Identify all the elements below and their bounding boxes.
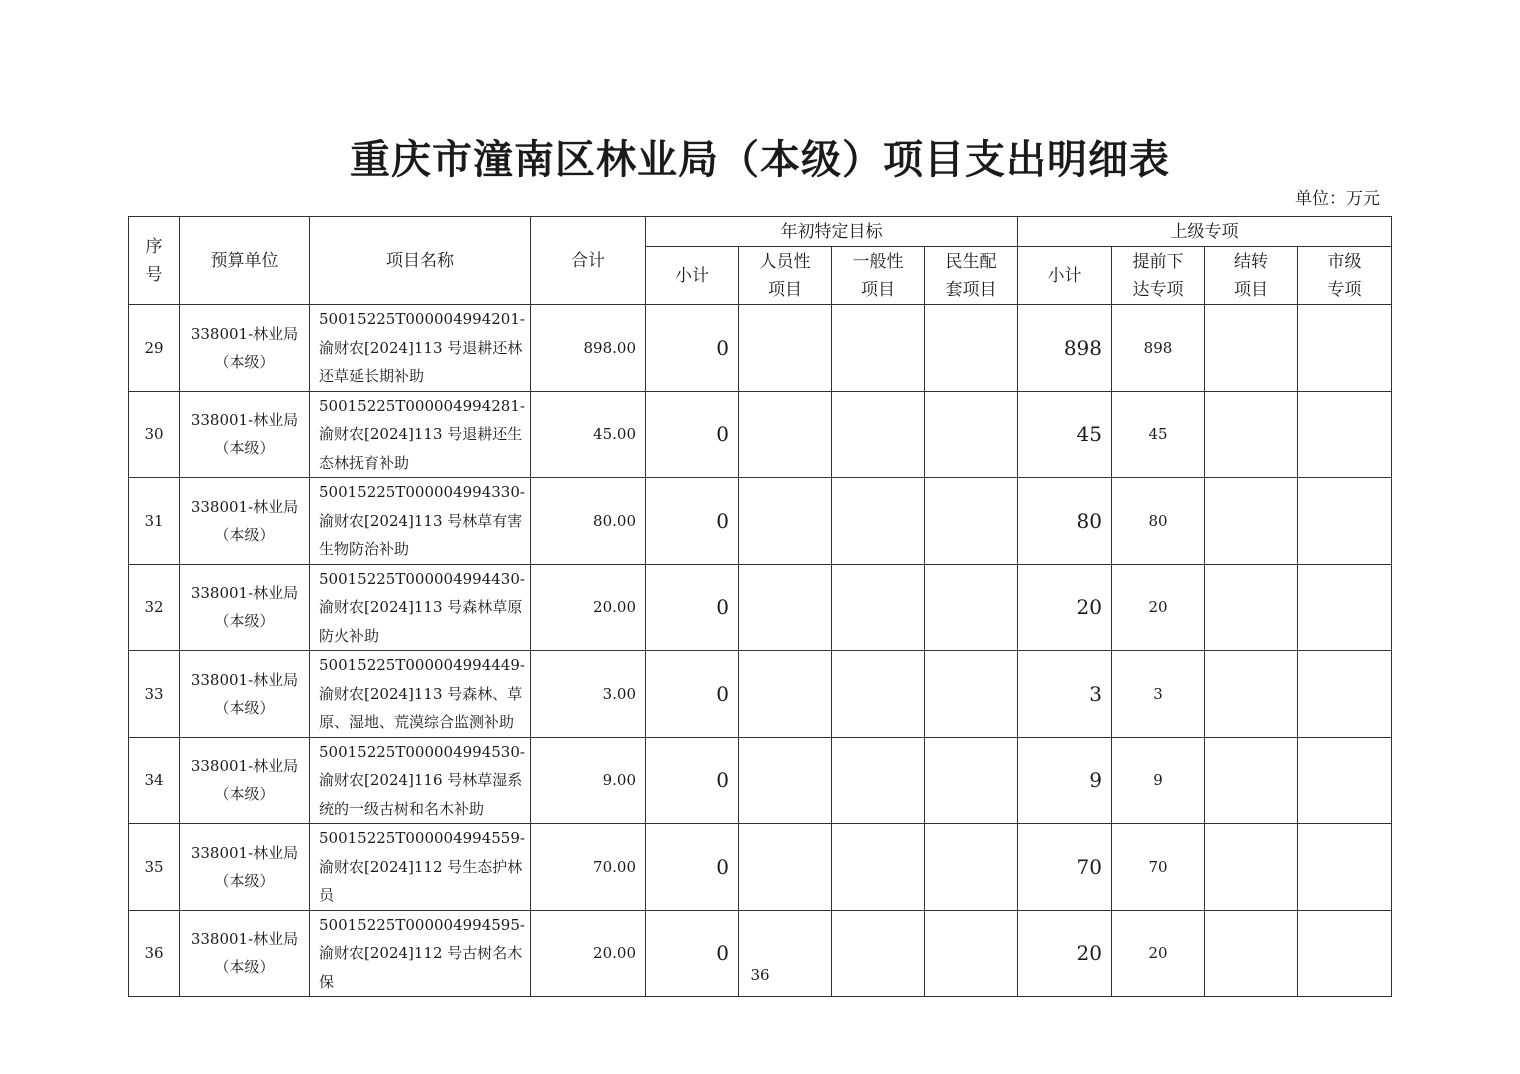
cell-total: 898.00 — [531, 305, 646, 392]
header-annual-subtotal: 小计 — [646, 247, 739, 305]
cell-personnel — [739, 478, 832, 565]
cell-advance: 80 — [1112, 478, 1205, 565]
cell-seq: 32 — [129, 564, 180, 651]
cell-carryover — [1205, 651, 1298, 738]
cell-project-name: 50015225T000004994330-渝财农[2024]113 号林草有害生物防治补助 — [310, 478, 531, 565]
cell-advance: 898 — [1112, 305, 1205, 392]
cell-advance: 45 — [1112, 391, 1205, 478]
cell-general — [832, 305, 925, 392]
cell-budget-unit: 338001-林业局（本级） — [180, 910, 310, 997]
cell-annual-subtotal: 0 — [646, 391, 739, 478]
cell-total: 20.00 — [531, 910, 646, 997]
cell-advance: 9 — [1112, 737, 1205, 824]
cell-budget-unit: 338001-林业局（本级） — [180, 651, 310, 738]
cell-personnel — [739, 651, 832, 738]
cell-general — [832, 737, 925, 824]
cell-project-name: 50015225T000004994430-渝财农[2024]113 号森林草原防火补助 — [310, 564, 531, 651]
cell-superior-subtotal: 9 — [1018, 737, 1112, 824]
cell-city — [1298, 824, 1392, 911]
cell-superior-subtotal: 3 — [1018, 651, 1112, 738]
cell-livelihood — [925, 564, 1018, 651]
cell-livelihood — [925, 478, 1018, 565]
cell-general — [832, 651, 925, 738]
cell-seq: 34 — [129, 737, 180, 824]
cell-livelihood — [925, 737, 1018, 824]
cell-seq: 35 — [129, 824, 180, 911]
cell-advance: 20 — [1112, 564, 1205, 651]
cell-annual-subtotal: 0 — [646, 564, 739, 651]
cell-budget-unit: 338001-林业局（本级） — [180, 824, 310, 911]
cell-advance: 70 — [1112, 824, 1205, 911]
header-seq: 序号 — [129, 217, 180, 305]
cell-budget-unit: 338001-林业局（本级） — [180, 737, 310, 824]
cell-superior-subtotal: 45 — [1018, 391, 1112, 478]
cell-seq: 33 — [129, 651, 180, 738]
header-advance: 提前下达专项 — [1112, 247, 1205, 305]
cell-total: 45.00 — [531, 391, 646, 478]
cell-superior-subtotal: 80 — [1018, 478, 1112, 565]
table-row — [129, 651, 1392, 738]
table-row — [129, 824, 1392, 911]
cell-advance: 3 — [1112, 651, 1205, 738]
cell-annual-subtotal: 0 — [646, 651, 739, 738]
header-group-superior: 上级专项 — [1018, 217, 1392, 247]
cell-budget-unit: 338001-林业局（本级） — [180, 305, 310, 392]
header-group-annual: 年初特定目标 — [646, 217, 1018, 247]
header-budget-unit: 预算单位 — [180, 217, 310, 305]
table-row — [129, 305, 1392, 392]
cell-carryover — [1205, 824, 1298, 911]
cell-personnel — [739, 737, 832, 824]
cell-superior-subtotal: 20 — [1018, 564, 1112, 651]
cell-superior-subtotal: 20 — [1018, 910, 1112, 997]
header-general: 一般性项目 — [832, 247, 925, 305]
cell-carryover — [1205, 737, 1298, 824]
cell-superior-subtotal: 898 — [1018, 305, 1112, 392]
header-total: 合计 — [531, 217, 646, 305]
cell-general — [832, 564, 925, 651]
cell-personnel — [739, 391, 832, 478]
cell-annual-subtotal: 0 — [646, 737, 739, 824]
cell-project-name: 50015225T000004994559-渝财农[2024]112 号生态护林员 — [310, 824, 531, 911]
cell-carryover — [1205, 305, 1298, 392]
cell-annual-subtotal: 0 — [646, 910, 739, 997]
cell-livelihood — [925, 391, 1018, 478]
cell-city — [1298, 737, 1392, 824]
table-row — [129, 564, 1392, 651]
header-superior-subtotal: 小计 — [1018, 247, 1112, 305]
cell-personnel — [739, 564, 832, 651]
cell-seq: 30 — [129, 391, 180, 478]
project-expenditure-table — [128, 216, 1392, 997]
cell-total: 70.00 — [531, 824, 646, 911]
header-livelihood: 民生配套项目 — [925, 247, 1018, 305]
cell-budget-unit: 338001-林业局（本级） — [180, 478, 310, 565]
cell-project-name: 50015225T000004994530-渝财农[2024]116 号林草湿系统的一级古树和名木补助 — [310, 737, 531, 824]
cell-livelihood — [925, 824, 1018, 911]
header-city: 市级专项 — [1298, 247, 1392, 305]
cell-city — [1298, 651, 1392, 738]
cell-city — [1298, 391, 1392, 478]
cell-city — [1298, 478, 1392, 565]
header-project-name: 项目名称 — [310, 217, 531, 305]
header-carryover: 结转项目 — [1205, 247, 1298, 305]
header-personnel: 人员性项目 — [739, 247, 832, 305]
cell-budget-unit: 338001-林业局（本级） — [180, 564, 310, 651]
cell-livelihood — [925, 305, 1018, 392]
table-row — [129, 478, 1392, 565]
cell-annual-subtotal: 0 — [646, 824, 739, 911]
table-row — [129, 391, 1392, 478]
table-row — [129, 737, 1392, 824]
cell-carryover — [1205, 564, 1298, 651]
cell-personnel — [739, 305, 832, 392]
cell-project-name: 50015225T000004994281-渝财农[2024]113 号退耕还生态林抚育补助 — [310, 391, 531, 478]
cell-general — [832, 478, 925, 565]
cell-total: 3.00 — [531, 651, 646, 738]
cell-project-name: 50015225T000004994201-渝财农[2024]113 号退耕还林还草延长期补助 — [310, 305, 531, 392]
cell-seq: 31 — [129, 478, 180, 565]
cell-project-name: 50015225T000004994449-渝财农[2024]113 号森林、草原、湿地、荒漠综合监测补助 — [310, 651, 531, 738]
cell-total: 80.00 — [531, 478, 646, 565]
cell-superior-subtotal: 70 — [1018, 824, 1112, 911]
cell-project-name: 50015225T000004994595-渝财农[2024]112 号古树名木保 — [310, 910, 531, 997]
cell-city — [1298, 305, 1392, 392]
cell-seq: 36 — [129, 910, 180, 997]
cell-advance: 20 — [1112, 910, 1205, 997]
unit-label: 单位：万元 — [1295, 189, 1380, 209]
cell-carryover — [1205, 391, 1298, 478]
cell-general — [832, 391, 925, 478]
cell-budget-unit: 338001-林业局（本级） — [180, 391, 310, 478]
cell-seq: 29 — [129, 305, 180, 392]
cell-annual-subtotal: 0 — [646, 478, 739, 565]
page-title: 重庆市潼南区林业局（本级）项目支出明细表 — [350, 136, 1170, 183]
cell-carryover — [1205, 478, 1298, 565]
cell-annual-subtotal: 0 — [646, 305, 739, 392]
cell-total: 20.00 — [531, 564, 646, 651]
cell-personnel — [739, 824, 832, 911]
page-number: 36 — [750, 966, 770, 984]
cell-total: 9.00 — [531, 737, 646, 824]
cell-city — [1298, 564, 1392, 651]
cell-livelihood — [925, 651, 1018, 738]
cell-general — [832, 824, 925, 911]
